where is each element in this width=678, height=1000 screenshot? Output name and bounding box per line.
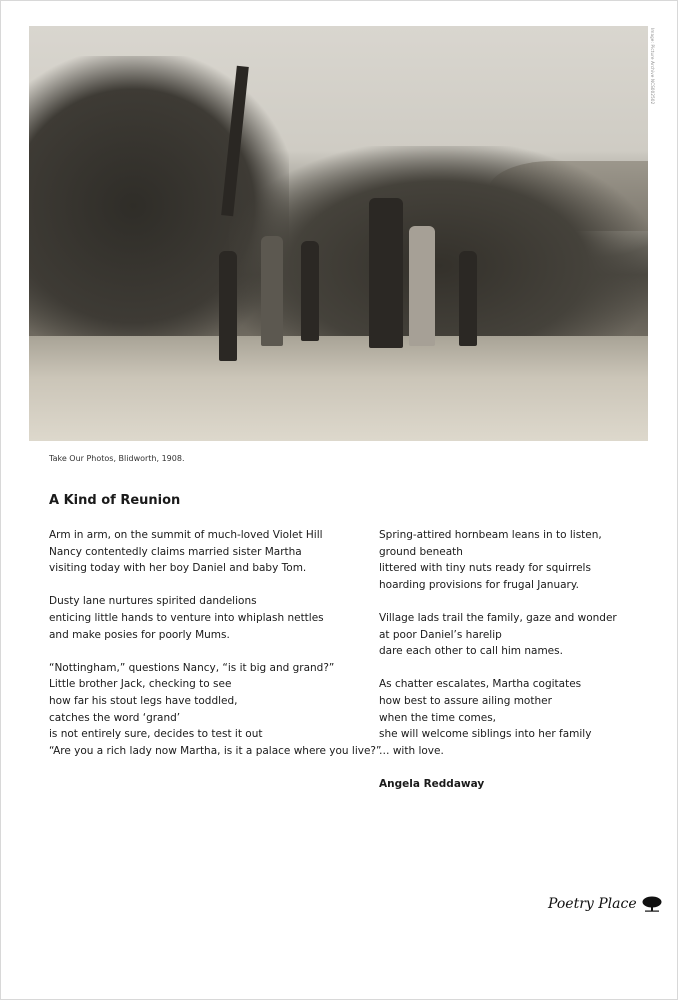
photo-hedge-right [229,146,648,346]
poem-line: is not entirely sure, decides to test it out [49,728,263,741]
poem-line: and make posies for poorly Mums. [49,628,230,641]
poem-column-right [379,527,639,793]
poem-column-left [49,527,382,776]
poem-line: Spring-attired hornbeam leans in to listen, [379,529,602,541]
poem-title: A Kind of Reunion [49,493,181,508]
poem-stanza [49,593,359,643]
photo-figure [409,226,435,346]
photo-lane [29,336,648,441]
poem-stanza [49,660,382,760]
poem-stanza [49,527,359,577]
photo-figure [369,198,403,348]
poem-line: at poor Daniel’s harelip [379,628,502,641]
poem-line: As chatter escalates, Martha cogitates [379,678,582,691]
poem-line: Arm in arm, on the summit of much-loved Violet Hill [49,529,323,541]
photo-credit: Image: Picture Archive NCS002502 [650,28,655,105]
photo-figure [301,241,319,341]
poem-line: “Nottingham,” questions Nancy, “is it big and grand?” [49,661,335,674]
photo-figure [459,251,477,346]
poem-line: “Are you a rich lady now Martha, is it a palace where you live?” [49,744,382,757]
poem-line: Village lads trail the family, gaze and wonder [379,611,617,624]
poem-line: Dusty lane nurtures spirited dandelions [49,595,257,608]
poem-line: hoarding provisions for frugal January. [379,578,579,591]
poetry-place-logo [548,896,662,912]
poem-line: when the time comes, [379,711,497,724]
poem-line: Nancy contentedly claims married sister Martha [49,545,302,558]
poem-line: … with love. [379,744,444,757]
poem-line: ground beneath [379,545,463,558]
poem-line: how best to assure ailing mother [379,694,552,707]
poem-stanza [379,610,639,660]
poem-author: Angela Reddaway [379,777,485,790]
poem-line: enticing little hands to venture into whiplash nettles [49,611,324,624]
logo-text: Poetry Place [548,896,637,912]
photo-caption: Take Our Photos, Blidworth, 1908. [49,454,185,463]
photo-figure [219,251,237,361]
poem-line: Little brother Jack, checking to see [49,678,232,691]
poem-line: how far his stout legs have toddled, [49,694,238,707]
poem-line: littered with tiny nuts ready for squirrels [379,562,591,575]
poem-stanza [379,676,639,759]
poem-stanza [379,527,639,593]
poem-line: dare each other to call him names. [379,645,563,658]
tree-icon [642,896,662,912]
photo-figure [261,236,283,346]
poem-line: visiting today with her boy Daniel and baby Tom. [49,562,307,575]
poem-line: catches the word ‘grand’ [49,711,181,724]
historic-photo [29,26,648,441]
poem-line: she will welcome siblings into her family [379,728,592,741]
